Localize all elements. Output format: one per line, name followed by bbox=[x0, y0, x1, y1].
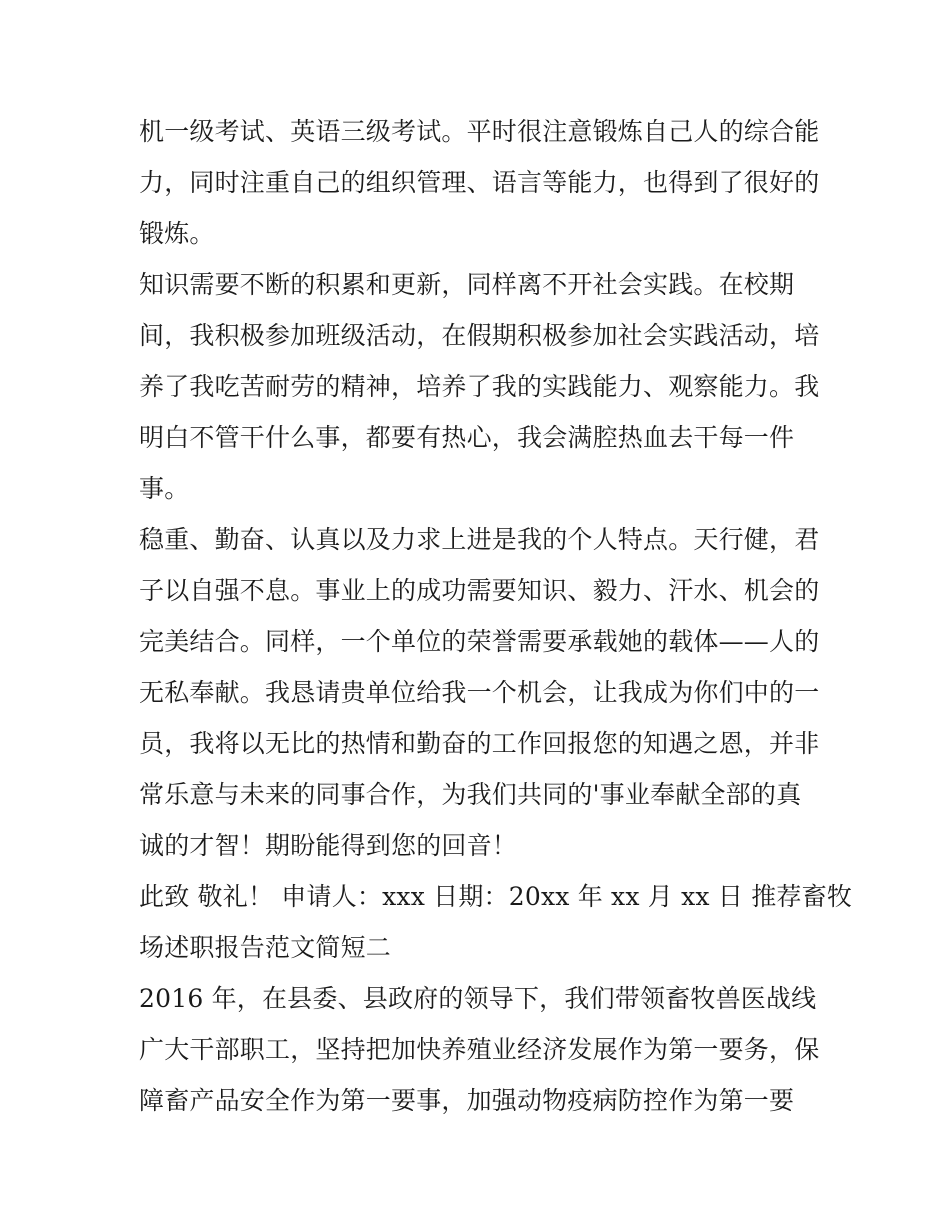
text-line: 机一级考试、英语三级考试。平时很注意锻炼自己人的综合能 bbox=[139, 117, 820, 146]
text-line: 养了我吃苦耐劳的精神，培养了我的实践能力、观察能力。我 bbox=[139, 372, 820, 401]
text-line: 间，我积极参加班级活动，在假期积极参加社会实践活动，培 bbox=[139, 321, 820, 350]
text-line: 知识需要不断的积累和更新，同样离不开社会实践。在校期 bbox=[139, 270, 795, 299]
text-line: 常乐意与未来的同事合作，为我们共同的'事业奉献全部的真 bbox=[139, 780, 802, 809]
text-line: 明白不管干什么事，都要有热心，我会满腔热血去干每一件 bbox=[139, 423, 795, 452]
text-line: 完美结合。同样，一个单位的荣誉需要承载她的载体——人的 bbox=[139, 627, 820, 656]
text-line: 员，我将以无比的热情和勤奋的工作回报您的知遇之恩，并非 bbox=[139, 729, 820, 758]
text-line: 广大干部职工，坚持把加快养殖业经济发展作为第一要务，保 bbox=[139, 1035, 820, 1064]
text-line: 诚的才智！期盼能得到您的回音！ bbox=[139, 831, 518, 860]
text-line: 稳重、勤奋、认真以及力求上进是我的个人特点。天行健，君 bbox=[139, 525, 820, 554]
text-line: 无私奉献。我恳请贵单位给我一个机会，让我成为你们中的一 bbox=[139, 678, 820, 707]
text-line: 场述职报告范文简短二 bbox=[139, 933, 392, 962]
text-line: 力，同时注重自己的组织管理、语言等能力，也得到了很好的 bbox=[139, 168, 820, 197]
text-line: 2016 年，在县委、县政府的领导下，我们带领畜牧兽医战线 bbox=[139, 984, 817, 1013]
text-line: 障畜产品安全作为第一要事，加强动物疫病防控作为第一要 bbox=[139, 1086, 795, 1115]
document-body bbox=[139, 106, 853, 1126]
text-line: 子以自强不息。事业上的成功需要知识、毅力、汗水、机会的 bbox=[139, 576, 820, 605]
text-line: 事。 bbox=[139, 474, 190, 503]
text-line: 锻炼。 bbox=[139, 219, 215, 248]
text-line: 此致 敬礼！ 申请人：xxx 日期：20xx 年 xx 月 xx 日 推荐畜牧 bbox=[139, 882, 853, 911]
